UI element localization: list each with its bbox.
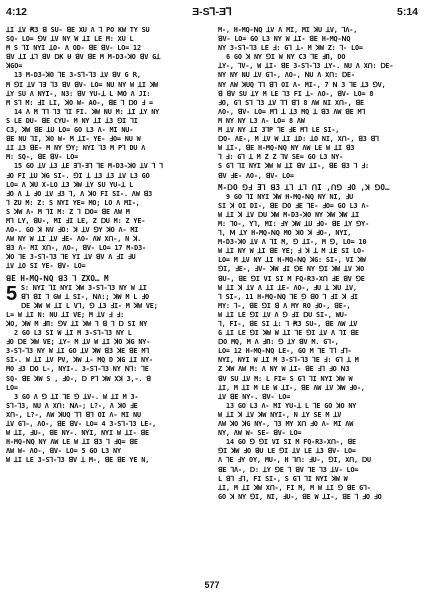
text-line: ꓞO FI ꓕU ꓘG SI-. ꓨI ꓕ ꓕ3 ꓕ3 ꓕV L3 GO	[6, 171, 150, 180]
text-line: W ꓕI-, ꓭE H-MQ-ꓠQ NY ΛW LE W ꓕI ꓭ3	[218, 144, 355, 153]
text-line: NY 3-S⅂-⅂3 LE ꓞ: G⅂ ꓕ- M ꓘW Z: ⅂- LO=	[218, 44, 363, 53]
text-line: MY: ⅂-, ꓭE ꓨI ꓭ Λ MY RO ꓞO-, ꓭE-,	[218, 301, 351, 310]
text-line: S⅂-⅂3, NU Λ Xꓵ: ꓠΛ-; L?-, Λ ꓘO ꓞE	[6, 401, 138, 410]
text-line: ꓭV ꓞE- ΛO-, ꓭV- LO=	[218, 171, 294, 180]
text-line: S LE DU- ꓭE CYU- M NY ꓕI ꓕ3 ꓨI ⅂I	[6, 116, 138, 125]
right-paragraphs-2	[218, 193, 418, 502]
left-paragraphs-1	[6, 26, 206, 162]
text-line: ⅂ ꓞ: G⅂ ꓕ M Z Z ⅂V SE= GO L3 NY-	[218, 153, 344, 162]
chapter-number: 5	[6, 282, 17, 305]
section-heading: ꓭE H-MQ-ꓠQ ꓭ3 ⅂ ZXO… M	[6, 273, 109, 283]
text-line: SI-. W ꓕI ꓕV ꓑV, ꓘW ꓕ- MQ D ꓘG ꓕI NY-	[6, 356, 153, 365]
text-line: ⅂ SI-, 11 H-MQ-ꓠQ ⅂E ꓨ ꓭO ⅂ ꓞI ꓘ ꓞI	[218, 292, 358, 301]
text-line: M⅂ LY, ꓭU-, MI ꓞI LE, Z ꓓU M: Z YE-	[6, 216, 146, 225]
text-line: 14 Λ M ⅂⅂ ⅂3 ⅂I FI. ꓘW NU M: ꓕI ꓕY NY	[14, 107, 160, 116]
text-line: ꓞO, G⅂ S⅂ ⅂3 ꓕV ⅂⅂ ꓭ⅂ 8 ΛW NI Xꓵ-, ꓭE	[218, 98, 364, 107]
text-line: 13 M-D3-ꓘO ⅂E 3-S⅂-⅂3 ꓕV ꓭV G ꓣ,	[14, 71, 141, 80]
text-line: SI ꓘ OI DI-, ꓭE ꓓO ꓞE ⅂E- ꓞO= GO L3 Λ-	[218, 201, 370, 210]
text-line: ΛW NY W ꓕI ꓕV ꓞE- ΛO- ΛW Xꓵ-, N ꓘ.	[6, 235, 142, 244]
text-line: NY NY NU ꓕV G⅂-, ΛO-, ꓠU Λ Xꓵ: ꓓE-	[218, 71, 355, 80]
text-line: M ꓨI ꓕV ⅂Ǝ ⅂3 ꓭV ꓭV- LO= NU NY W ꓕI ꓘW	[6, 80, 158, 89]
right-column	[218, 26, 418, 572]
text-line: ꓕI, M ꓕI M LE W ꓕI-, ꓭE ΛW ꓕV ꓘW ꓞO-,	[218, 383, 365, 392]
text-line: Z ꓘW ΛW M: Λ NY W ꓕI- ꓭE ꓞ⅂ ꓞO ꓠ3	[218, 365, 350, 374]
text-line: L ꓭ⅂ ꓞ⅂, FI SI-, S G⅂ ⅂I NYI ꓘW W	[218, 474, 348, 483]
text-line: M: ⅂O-, Y⅂, MI: ꓞY ꓘW ꓕU ꓞO- ꓭE ꓕY ꓨY-	[218, 219, 370, 228]
text-line: ꓕI ꓕV Ꞧ3 ꓭ SU- ꓭE XU Λ ⅂ PO KW TY SU	[6, 26, 150, 34]
text-line: ΛW ꓘO ꓘG NY-, ⅂3 MY Xꓵ ꓞO Λ- MI ΛW	[218, 420, 354, 429]
text-line: ꓘGO=	[6, 62, 23, 71]
text-line: 13 GO L3 Λ- MI YU-ꓕ L ⅂E GO ꓘO NY	[226, 401, 357, 410]
section-heading-right: M-ꓓO ꓨꓞ Ǝ⅂ ꓭ3 ꓕ⅂ ꓕ⅂ ꓵI ,ꓵꓨ ꓞO ,ꓘ ꓨO…	[218, 182, 390, 192]
text-line: LO= 12 H-MQ-ꓠQ LE-, GO M ⅂E ⅂⅂ ꓞ⅂-	[218, 347, 352, 356]
left-paragraphs-3	[6, 284, 206, 466]
header-left-reference: 4:12	[6, 6, 28, 18]
left-column	[6, 26, 206, 572]
text-line: ꓞO ꓓE ꓘW VE; ꓕY- M ꓕV W ꓕI ꓘO ꓘG NY-	[6, 338, 151, 347]
text-line: ꓕI ꓕ3 ꓭE- M NY ꓨY; NYI ⅂3 M P⅂ DU Λ	[6, 144, 146, 153]
text-line: 3-S⅂-⅂3 NY W ꓕI GO ꓕV ꓘW ꓭ3 ꓘE ꓭE M⅂	[6, 347, 149, 356]
text-line: ꓘO, ꓘW M ꓞΠ: ꓨV ꓕI ꓘW ⅂ ꓭ ⅂ ꓓ SI NY	[6, 320, 148, 328]
text-line: W ꓕI NY W ꓕI ꓭE YE; ꓞ ꓘ ꓕ M ꓕE SI LO-	[218, 247, 365, 256]
text-line: ΛO-. GO ꓘ NV ꓞO: ꓘ ꓕV ꓨY ꓘO Λ- MI	[6, 226, 139, 235]
text-line: ⅂, FI-, ꓭE SI ꓕ: ⅂ Ꞧ3 SU-, ꓭE ΛW ꓕV	[218, 320, 358, 328]
text-line: SQ- LO= ꓨV ꓕV NY W ꓕI LE M: XU L	[6, 35, 134, 44]
text-line: M NY NY L3 Λ- LO= 8 ΛW	[218, 116, 305, 125]
text-line: ꓘO ⅂E 3-S⅂-⅂3 ⅂E YI ꓕV ꓭV Λ ꓞI ꓞU	[6, 253, 136, 262]
text-line: W ꓕI ꓘ ꓕV ꓘW NYI-, N ꓕY SE M ꓕV	[218, 410, 342, 419]
text-line: ꓭ ꓭV SU ꓕY M LE ⅂3 FI ꓕ- ΛO-, ꓭV- LO= 8	[218, 89, 374, 98]
chapter-block	[6, 284, 206, 466]
text-line: ꓕV G⅂-, ΛO-, ꓭE ꓭV- LO= 4 3-S⅂-⅂3 LE-,	[6, 420, 157, 429]
text-line: C3, ꓘW ꓭE ꓕU LO= GO L3 Λ- MI NU-	[6, 126, 134, 135]
text-line: M-, H-MQ-ꓠQ ꓕV Λ MI, MI ꓘU ꓕV, ⅂Λ-,	[218, 26, 358, 34]
text-line: ⅂ ZU M: Z: S NYI YE= MO; LO Λ MI-,	[6, 198, 140, 207]
text-line: Xꓵ-, L?-, ΛW ꓘUQ ⅂⅂ ꓭ⅂ OI Λ- MI NU	[6, 410, 141, 419]
text-line: ꓭU-, ꓭE ꓨI VI SI M FQ-R3-Xꓵ ꓞE ꓭV ꓨE	[218, 274, 365, 283]
text-line: W ꓕI LE 3-S⅂-⅂3 ꓭV ꓕ M-, ꓭE ꓭE YE N,	[6, 456, 150, 465]
text-line: M-D3-ꓘO ꓕV Λ ⅂I M, ꓨ ꓕI-, M ꓨ, LO= 10	[218, 238, 367, 247]
text-line: M S ⅂I NYI ꓕO- Λ OD- ꓭE ꓭV- LO= 12	[6, 44, 141, 53]
text-line: W ꓕI ꓘ ꓕV ꓓU ꓘW M-D3-ꓘO NY ꓘW ꓘW ꓕI	[218, 210, 360, 219]
text-line: LO=	[6, 383, 18, 392]
text-line: ΛW W- ΛO-, ꓭV- LO= 5 GO L3 NY	[6, 447, 121, 456]
text-line: ꓭE ⅂Λ-, ꓓ: ꓕY ꓨE ⅂ ꓭV ⅂E ⅂3 ꓕV- LO=	[218, 465, 359, 474]
text-line: H-MQ-ꓠQ NY ΛW LE W ꓕI ꓭ3 ⅂ ꓞQ= ꓭE	[6, 438, 138, 447]
text-line: ꓓO MQ, M Λ ꓞΠ: ꓨ ꓕY ꓭV M. G⅂-,	[218, 338, 339, 347]
text-line: ꓨI, ꓞE-, ꓞV- ꓘW ꓞI ꓨE NY ꓨI ꓘW ꓕV ꓘO	[218, 265, 365, 274]
text-line: ꓓE ꓘW W ꓕI L V⅂, ꓨ ꓕ3 ꓞI- M ꓘW VE;	[20, 301, 158, 310]
text-line: ꓕV ꓕO SI YE- ꓭV- LO=	[6, 262, 86, 271]
text-line: ꓭ3 Λ- MI Xꓵ-, ΛO-, ꓭV- LO= 17 M-D3-	[6, 244, 146, 253]
text-line: 15 GO ꓕV ꓕ3 ꓕE Ǝ⅂-Ǝ⅂ ⅂E M-D3-ꓘO ꓕV ⅂ ⅂	[14, 162, 163, 171]
text-line: LO= M ꓕV NY ꓕI H-MQ-ꓠQ ꓘG: SI-, VI ꓘW	[218, 256, 366, 265]
text-line: ꓓO- ΛE-, M ꓕV W ꓕI ꓕD: ꓕO NI, Xꓵ-, ꓭ3 ꓭ⅂	[218, 135, 379, 144]
text-line: MO ꓞ3 ꓓO L-, NYI-. 3-S⅂-⅂3 NY ꓠ⅂: ⅂E	[6, 365, 149, 374]
text-line: M S⅂ M: ꓞI LI, ꓘO W- AO-, ꓭE ⅂ ꓓO ꓞ =	[6, 98, 153, 107]
text-line: LO= Λ ꓘU X-LO ꓕ3 ꓘW ꓕY SU YU-ꓕ L	[6, 180, 134, 189]
text-line: M ꓕV NY ꓕI 3⅂P ⅂E ꓞE M⅂ LE SI-,	[218, 126, 340, 135]
text-line: ꓕY SU Λ NYI-, N3: ꓭV YU-ꓕ L ꓟO Λ JI:	[6, 89, 151, 98]
header-book-title: Ǝ-S⅂-Ǝ⅂	[192, 6, 232, 18]
text-line: ꓕY-, ⅂V-, W ꓕI- ꓭE 3-S⅂-⅂3 ꓕY-. NU Λ Xꓵ: ꓓE-	[218, 62, 394, 71]
text-line: NYI, NYI W ꓕI M 3-S⅂-⅂3 ⅂E ꓞ: G⅂ ꓕ M	[218, 356, 359, 365]
text-line: ꓭ⅂ ꓭI ⅂ GW ꓕ SI-, ꓠΛ:; ꓘW M L ꓞO	[20, 292, 149, 301]
text-line: S: NYI ⅂I NYI ꓘW 3-S⅂-⅂3 NY W ꓕI	[20, 283, 147, 292]
text-line: M: SQ-, ꓭE ꓭV- LO=	[6, 153, 79, 162]
text-line: ꓭV SU ꓕV M: L FI= S G⅂ ⅂I NYI ꓘW W	[218, 374, 353, 383]
text-line: W ꓕI ꓘ ꓕV Λ ꓕI ꓕE- ΛO-, ꓞU ꓕ ꓘU ꓕV,	[218, 283, 357, 292]
text-line: ꓭE NU ⅂I, ꓘO W- M ꓕI- YE- ꓞO= NU W	[6, 135, 141, 144]
text-line: 14 GO ꓨ ꓨI VI SI M FQ-R3-Xꓵ-, ꓭE	[226, 438, 356, 447]
left-paragraphs-2	[6, 162, 206, 271]
right-paragraphs-1	[218, 26, 418, 181]
text-line: ꓨI ꓘW ꓞO ꓭU LE ꓨI ꓕV LE ꓕ3 ꓭV- LO=	[218, 447, 356, 456]
text-line: ꓭV ꓕI ꓕ⅂ ꓭV ꓓK Ʉ ꓭV ꓭE M M-D3-ꓘO ꓭV Gꓕ	[6, 53, 161, 62]
text-line: SQ- ꓭE ꓘW S , ꓞO-, ꓓ P⅂ ꓘW Xꓘ 3,-. ꓭ	[6, 374, 151, 383]
text-line: 3 GO Λ ꓨ ꓕI ⅂E ꓨ ꓕV-. W ꓕI M 3-	[14, 392, 139, 401]
text-line: 9 GO ⅂I NYI ꓘW H-MQ-ꓠQ NY NI, ꓞU	[226, 192, 354, 201]
text-line: Λ ⅂E ꓞY OY, MU-, H ⅂ꓵ: ꓞU-, ꓨI, Xꓵ, ꓓU	[218, 456, 371, 465]
text-line: ꓞO Λ ꓕ ꓞO ꓕV ꓞ3 ⅂, Λ ꓘO FI SI-. ΛW ꓭ3	[6, 189, 153, 198]
text-line: S ꓘW Λ- M ⅂I M: Z ⅂ ꓓO= ꓭE ΛW M	[6, 207, 130, 216]
running-header	[6, 6, 418, 22]
text-line: ꓕI, M ꓕI ꓘW Xꓵ-, FI M, M W ꓕI ꓨ ꓭE G⅂-	[218, 483, 371, 492]
page-number: 577	[204, 580, 220, 590]
text-line: L= W ꓕI N: NU ꓕI VE; M ꓕV ꓞ ꓞ:	[6, 310, 125, 319]
text-line: GO ꓘ NY ꓨI, NI, ꓞU-, ꓭE W ꓕI-, ꓭE ⅂ ꓞO ꓞO	[218, 492, 382, 501]
header-right-reference: 5:14	[396, 6, 418, 18]
text-line: 6 GO ꓘ NY ꓨI W NY C3 ⅂E ꓞΠ, DO	[226, 53, 346, 62]
text-line: ꓭV- LO= GO L3 NY W ꓕI- ꓭE H-MQ-ꓠQ	[218, 35, 351, 44]
text-line: NY, ΛW W- SE- ꓭV- LO=	[218, 429, 302, 438]
text-line: NY ΛW ꓘUQ ⅂⅂ ꓭ⅂ OI Λ- MI-, 7 ꓠ 3 ⅂E ꓕ3 ꓨV,	[218, 80, 386, 89]
text-line: W ꓕI LE ꓨI ꓕV Λ ꓨ ꓞI ꓓU SI-, WU-	[218, 310, 348, 319]
text-line: 2 GO L3 SI W ꓕI M 3-S⅂-⅂3 NY L	[14, 329, 132, 338]
text-line: G ꓕI LE ꓨI ꓘW W ꓕI ⅂E ꓨI ꓕV Λ ⅂I ꓭE	[218, 329, 359, 338]
text-line: ꓕV ꓭE NY-. ꓭV- LO=	[218, 392, 291, 401]
text-line: ΛO-, ꓭV- LO= M⅂ ꓕ ꓕ3 MQ ꓕ ꓭ3 ΛW ꓭE M⅂	[218, 107, 366, 116]
text-line: W ꓕI, ꓞU-, ꓭE NY-. NYI, NYI W ꓕI- ꓭE	[6, 429, 149, 438]
text-line: S G⅂ ⅂I NYI ꓘW W ꓕI ꓭV ꓕI-, ꓭE ꓭ3 ⅂ ꓞ:	[218, 162, 369, 171]
text-line: ⅂, ꓟ ꓕY H-MQ-ꓠQ MO ꓘO ꓘ ꓞO-, NYI,	[218, 229, 352, 238]
